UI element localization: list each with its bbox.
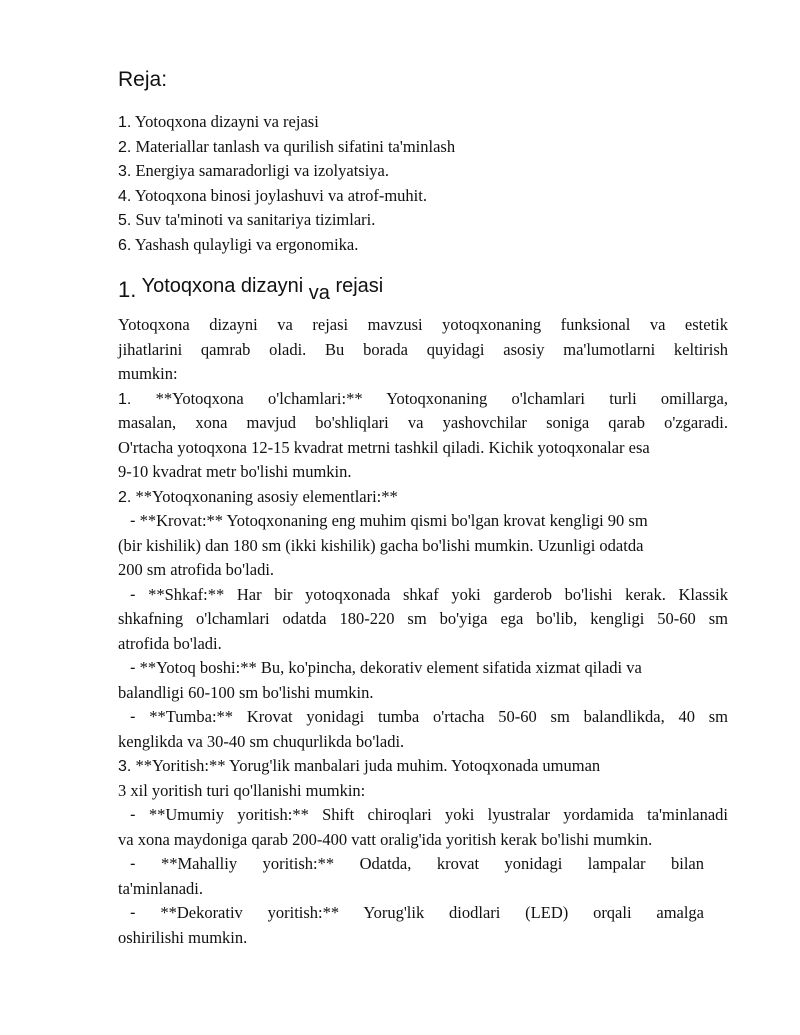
list-item: 3. Energiya samaradorligi va izolyatsiya. xyxy=(118,161,389,180)
bullet-line: - **Shkaf:** Har bir yotoqxonada shkaf yoki garderob bo'lishi kerak. Klassik xyxy=(130,584,728,604)
paragraph-line: va xona maydoniga qarab 200-400 vatt oralig'ida yoritish kerak bo'lishi mumkin. xyxy=(118,829,653,849)
list-item: 6. Yashash qulayligi va ergonomika. xyxy=(118,234,359,254)
paragraph-line: mumkin: xyxy=(118,364,178,383)
list-item: 4. Yotoqxona binosi joylashuvi va atrof-muhit. xyxy=(118,185,427,205)
bullet-line: - **Dekorativ yoritish:** Yorug'lik diodlari (LED) orqali amalga xyxy=(130,903,705,922)
paragraph-line: ta'minlanadi. xyxy=(118,878,203,898)
paragraph-line: shkafning o'lchamlari odatda 180-220 sm bo'yiga ega bo'lib, kengligi 50-60 sm xyxy=(118,609,728,628)
paragraph-line: 200 sm atrofida bo'ladi. xyxy=(118,560,275,579)
list-item: 2. Materiallar tanlash va qurilish sifatini ta'minlash xyxy=(118,136,456,156)
paragraph-line: masalan, xona mavjud bo'shliqlari va yashovchilar soniga qarab o'zgaradi. xyxy=(118,413,728,432)
numbered-line: 1. **Yotoqxona o'lchamlari:** Yotoqxonaning o'lchamlari turli omillarga, xyxy=(118,388,728,408)
bullet-line: - **Mahalliy yoritish:** Odatda, krovat yonidagi lampalar bilan xyxy=(130,854,705,873)
paragraph-line: balandligi 60-100 sm bo'lishi mumkin. xyxy=(118,682,374,702)
numbered-line: 2. **Yotoqxonaning asosiy elementlari:** xyxy=(118,486,398,506)
bullet-line: - **Tumba:** Krovat yonidagi tumba o'rtacha 50-60 sm balandlikda, 40 sm xyxy=(130,707,729,726)
paragraph-line: oshirilishi mumkin. xyxy=(118,927,248,947)
paragraph-line: (bir kishilik) dan 180 sm (ikki kishilik) gacha bo'lishi mumkin. Uzunligi odatda xyxy=(118,535,644,555)
bullet-line: - **Umumiy yoritish:** Shift chiroqlari yoki lyustralar yordamida ta'minlanadi xyxy=(130,805,729,824)
section-heading: 1. Yotoqxona dizayni va rejasi xyxy=(118,275,384,304)
bullet-line: - **Krovat:** Yotoqxonaning eng muhim qismi bo'lgan krovat kengligi 90 sm xyxy=(130,511,648,530)
plan-title: Reja: xyxy=(118,68,168,91)
plan-list xyxy=(118,110,738,257)
paragraph-line: jihatlarini qamrab oladi. Bu borada quyidagi asosiy ma'lumotlarni keltirish xyxy=(118,339,728,359)
list-item: 5. Suv ta'minoti va sanitariya tizimlari. xyxy=(118,210,376,229)
paragraph-line: kenglikda va 30-40 sm chuqurlikda bo'ladi. xyxy=(118,731,405,751)
section-body xyxy=(118,313,728,950)
paragraph-line: 3 xil yoritish turi qo'llanishi mumkin: xyxy=(118,780,366,800)
paragraph-line: O'rtacha yotoqxona 12-15 kvadrat metrni tashkil qiladi. Kichik yotoqxonalar esa xyxy=(118,437,650,457)
list-item: 1. Yotoqxona dizayni va rejasi xyxy=(118,112,319,131)
paragraph-line: 9-10 kvadrat metr bo'lishi mumkin. xyxy=(118,462,352,481)
paragraph-line: atrofida bo'ladi. xyxy=(118,633,222,653)
bullet-line: - **Yotoq boshi:** Bu, ko'pincha, dekorativ element sifatida xizmat qiladi va xyxy=(130,658,642,677)
paragraph-line: Yotoqxona dizayni va rejasi mavzusi yotoqxonaning funksional va estetik xyxy=(118,315,728,334)
numbered-line: 3. **Yoritish:** Yorug'lik manbalari juda muhim. Yotoqxonada umuman xyxy=(118,756,601,775)
